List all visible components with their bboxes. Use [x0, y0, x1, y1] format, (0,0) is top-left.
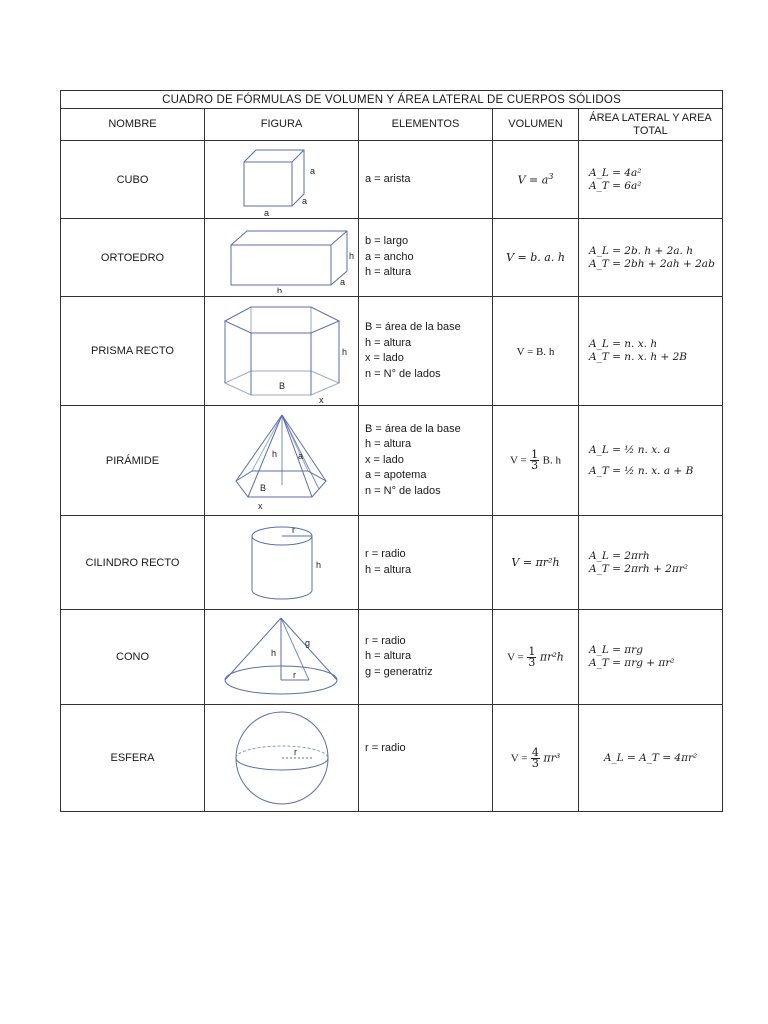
cube-label-a3: a: [263, 207, 269, 218]
area-line: A_L = A_T = 4πr²: [603, 751, 698, 764]
cylinder-label-h: h: [315, 559, 321, 570]
area-line: A_T = 2πrh + 2πr²: [589, 562, 688, 575]
area-line: A_L = 2b. h + 2a. h: [589, 244, 693, 257]
row-areas: [579, 406, 723, 516]
cone-icon: [217, 612, 347, 702]
element-line: B = área de la base: [365, 321, 461, 333]
row-name: ESFERA: [61, 705, 205, 812]
table-row: [61, 141, 723, 219]
row-volume: V = b. a. h: [493, 219, 579, 297]
cylinder-label-r: r: [291, 524, 295, 535]
row-elements: [359, 297, 493, 406]
area-line: A_T = 2bh + 2ah + 2ab: [589, 257, 715, 270]
fraction-numerator: 1: [528, 644, 536, 658]
cube-icon: [222, 142, 342, 218]
cone-figure: [205, 610, 359, 705]
table-row: [61, 610, 723, 705]
area-line: A_L = n. x. h: [589, 338, 658, 350]
element-line: b = largo: [365, 235, 409, 248]
volume-fraction: [530, 450, 539, 471]
fraction-denominator: 3: [528, 655, 536, 669]
volume-formula: V = a: [517, 173, 549, 187]
cone-label-g: g: [304, 638, 310, 648]
sphere-figure: [205, 705, 359, 812]
volume-prefix: V =: [509, 454, 527, 467]
element-line: h = altura: [365, 650, 412, 663]
volume-prefix: V =: [507, 651, 524, 663]
prism-icon: [207, 299, 357, 403]
cuboid-icon: [207, 223, 357, 293]
cone-label-r: r: [292, 670, 296, 680]
area-line: A_T = πrg + πr²: [589, 657, 675, 669]
element-line: h = altura: [365, 266, 412, 279]
cylinder-icon: [222, 518, 342, 608]
row-areas: [579, 219, 723, 297]
element-line: n = N° de lados: [365, 367, 441, 380]
row-name: CONO: [61, 610, 205, 705]
volume-suffix: B. h: [542, 454, 562, 467]
fraction-numerator: 1: [531, 448, 539, 461]
area-line: A_L = 2πrh: [589, 549, 650, 562]
row-volume: [493, 297, 579, 406]
row-elements: [359, 705, 493, 812]
pyramid-icon: [222, 409, 342, 513]
volume-exponent: 3: [548, 172, 554, 182]
element-line: x = lado: [365, 453, 404, 466]
row-elements: [359, 141, 493, 219]
cube-figure: [205, 141, 359, 219]
volume-fraction: [531, 745, 540, 770]
formula-sheet: [60, 90, 722, 812]
cylinder-figure: [205, 516, 359, 610]
pyramid-label-b: B: [259, 482, 266, 493]
row-volume: [493, 610, 579, 705]
element-line: h = altura: [365, 438, 412, 451]
table-row: [61, 219, 723, 297]
element-line: g = generatriz: [365, 665, 433, 678]
element-line: r = radio: [365, 634, 406, 647]
title-row: [61, 91, 723, 109]
cone-label-h: h: [270, 648, 276, 658]
table-row: [61, 406, 723, 516]
row-elements: [359, 219, 493, 297]
row-areas: [579, 610, 723, 705]
volume-fraction: [527, 644, 536, 669]
header-area-line1: ÁREA LATERAL Y AREA: [589, 111, 712, 124]
row-elements: [359, 516, 493, 610]
element-line: r = radio: [365, 742, 406, 754]
row-elements: [359, 406, 493, 516]
area-line: A_L = ½ n. x. a: [589, 443, 671, 456]
prism-label-x: x: [318, 395, 323, 403]
fraction-numerator: 4: [531, 745, 539, 759]
area-line: A_L = 4a²: [589, 166, 642, 179]
row-areas: [579, 516, 723, 610]
row-areas: [579, 705, 723, 812]
volume-prefix: V =: [510, 752, 528, 764]
element-line: a = arista: [365, 172, 411, 185]
pyramid-figure: [205, 406, 359, 516]
element-line: h = altura: [365, 563, 412, 576]
element-line: n = N° de lados: [365, 484, 441, 497]
fraction-denominator: 3: [531, 459, 539, 472]
cube-label-a1: a: [309, 165, 315, 176]
cuboid-label-h: h: [348, 250, 354, 261]
prism-label-h: h: [341, 347, 347, 357]
sphere-icon: [222, 708, 342, 808]
prism-figure: [205, 297, 359, 406]
area-line: A_T = 6a²: [589, 179, 642, 192]
header-row: [61, 109, 723, 141]
pyramid-label-x: x: [257, 500, 262, 511]
table-row: [61, 297, 723, 406]
header-nombre: NOMBRE: [61, 109, 205, 141]
row-volume: [493, 141, 579, 219]
element-line: x = lado: [365, 352, 404, 364]
row-name: CILINDRO RECTO: [61, 516, 205, 610]
header-area-line2: TOTAL: [633, 124, 668, 137]
header-elementos: ELEMENTOS: [359, 109, 493, 141]
row-name: CUBO: [61, 141, 205, 219]
cuboid-label-b: b: [276, 285, 282, 293]
element-line: B = área de la base: [365, 422, 461, 435]
pyramid-label-a: a: [297, 450, 303, 461]
fraction-denominator: 3: [531, 756, 539, 770]
row-name: ORTOEDRO: [61, 219, 205, 297]
header-area: [579, 109, 723, 141]
volume-suffix: πr²h: [539, 650, 564, 663]
row-volume: V = πr²h: [493, 516, 579, 610]
pyramid-label-h: h: [271, 448, 277, 459]
row-name: PIRÁMIDE: [61, 406, 205, 516]
header-figura: FIGURA: [205, 109, 359, 141]
prism-label-b: B: [278, 381, 285, 391]
row-areas: [579, 297, 723, 406]
table-title: CUADRO DE FÓRMULAS DE VOLUMEN Y ÁREA LATERAL DE CUERPOS SÓLIDOS: [61, 91, 723, 109]
area-line: A_L = πrg: [589, 644, 643, 656]
row-areas: [579, 141, 723, 219]
area-line: A_T = n. x. h + 2B: [589, 351, 687, 363]
volume-suffix: πr³: [543, 751, 561, 764]
sphere-label-r: r: [293, 747, 297, 757]
row-volume: [493, 406, 579, 516]
table-row: [61, 705, 723, 812]
cube-label-a2: a: [301, 195, 307, 206]
row-elements: [359, 610, 493, 705]
element-line: r = radio: [365, 548, 406, 560]
element-line: h = altura: [365, 336, 412, 349]
row-volume: [493, 705, 579, 812]
formula-table: [60, 90, 723, 812]
area-line: A_T = ½ n. x. a + B: [589, 464, 694, 477]
element-line: a = apotema: [365, 469, 427, 482]
table-row: [61, 516, 723, 610]
volume-formula: V = B. h: [516, 345, 555, 358]
header-volumen: VOLUMEN: [493, 109, 579, 141]
row-name: PRISMA RECTO: [61, 297, 205, 406]
cuboid-figure: [205, 219, 359, 297]
element-line: a = ancho: [365, 250, 414, 263]
cuboid-label-a: a: [339, 276, 345, 287]
